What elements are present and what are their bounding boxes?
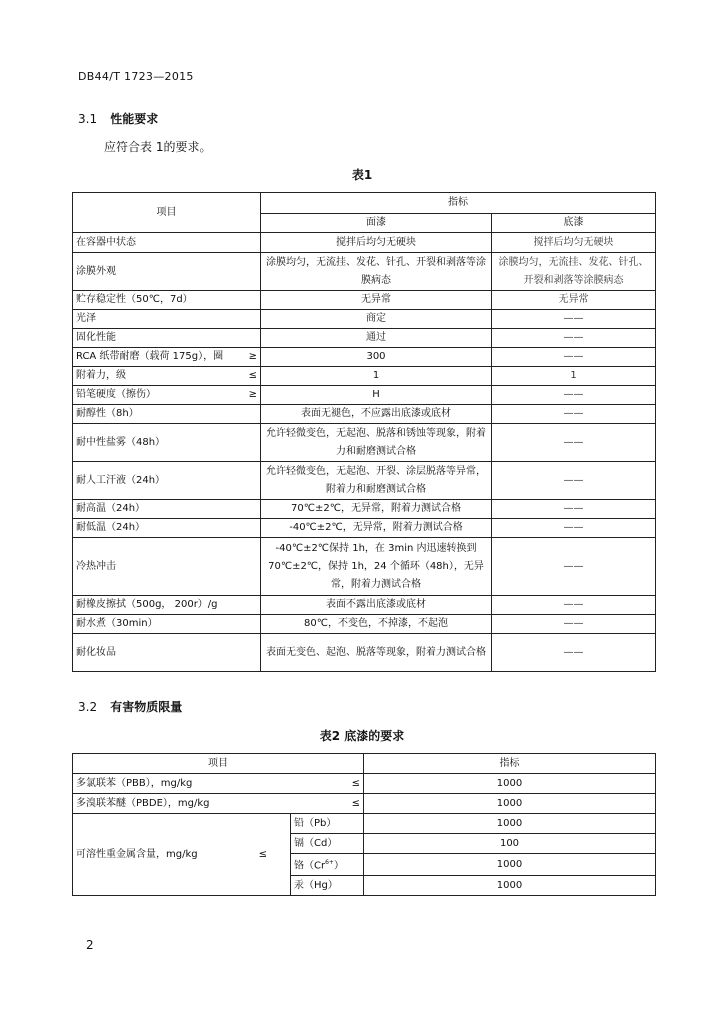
item-label: 耐化妆品 (76, 646, 116, 658)
metal-name-cell (291, 854, 364, 876)
table2-value-cell: 1000 (364, 814, 656, 834)
condition-symbol: ≤ (351, 797, 360, 809)
table1-topcoat-cell: -40℃±2℃，无异常，附着力测试合格 (261, 519, 492, 538)
table1-item-cell (73, 386, 261, 405)
table2-value-cell: 1000 (364, 774, 656, 794)
item-label: 可溶性重金属含量，mg/kg (76, 848, 198, 860)
doc-code-header: DB44/T 1723—2015 (78, 70, 194, 83)
table1-row (73, 596, 656, 615)
table1-topcoat-cell: 表面无变色、起泡、脱落等现象，附着力测试合格 (261, 634, 492, 672)
table1-row (73, 615, 656, 634)
table1-topcoat-cell: 允许轻微变色，无起泡、脱落和锈蚀等现象，附着力和耐磨测试合格 (261, 424, 492, 462)
table2-item-header: 项目 (73, 754, 364, 774)
item-label: 耐高温（24h） (76, 503, 146, 514)
table2-value-cell: 1000 (364, 794, 656, 814)
item-label: 在容器中状态 (76, 236, 136, 248)
table2 (72, 753, 656, 896)
table1-item-cell (73, 634, 261, 672)
table1-item-cell (73, 424, 261, 462)
table1-row (73, 253, 656, 291)
table1-item-cell (73, 233, 261, 253)
table1-topcoat-cell: 表面无褪色，不应露出底漆或底材 (261, 405, 492, 424)
heavy-metal-item-cell (73, 814, 291, 896)
metal-name-cell (291, 814, 364, 834)
table1-topcoat-cell: 涂膜均匀，无流挂、发花、针孔、开裂和剥落等涂膜病态 (261, 253, 492, 291)
table2-body (73, 774, 656, 896)
table1-item-cell (73, 367, 261, 386)
table1-topcoat-cell: 300 (261, 348, 492, 367)
table1-item-cell (73, 405, 261, 424)
item-label: 耐中性盐雾（48h） (76, 436, 166, 448)
table1-primer-cell: —— (492, 386, 656, 405)
condition-symbol: ≥ (248, 389, 257, 400)
table1-primer-cell: —— (492, 329, 656, 348)
item-label: 固化性能 (76, 332, 116, 343)
table1-row (73, 500, 656, 519)
table2-indicator-header: 指标 (364, 754, 656, 774)
table1-body (73, 233, 656, 672)
section-title: 有害物质限量 (110, 700, 183, 714)
metal-name: 铬（Cr (294, 860, 326, 872)
table2-row (73, 774, 656, 794)
metal-name-cell (291, 834, 364, 854)
table1-topcoat-cell: 1 (261, 367, 492, 386)
table1-row (73, 405, 656, 424)
table1-row (73, 462, 656, 500)
table2-value-cell: 1000 (364, 876, 656, 896)
table1-row (73, 519, 656, 538)
table1-item-cell (73, 348, 261, 367)
table1-item-cell (73, 253, 261, 291)
table1 (72, 192, 656, 672)
table2-value-cell: 100 (364, 834, 656, 854)
table1-primer-cell: —— (492, 615, 656, 634)
table1-primer-cell: —— (492, 462, 656, 500)
section-number: 3.1 (78, 112, 98, 126)
item-label: 耐橡皮擦拭（500g， 200r）/g (76, 599, 218, 610)
table2-heavy-metal-row (73, 814, 656, 834)
table1-row (73, 310, 656, 329)
table1-item-cell (73, 519, 261, 538)
table1-primer-cell: —— (492, 596, 656, 615)
table2-item-cell (73, 794, 364, 814)
table1-item-cell (73, 615, 261, 634)
table1-primer-cell: —— (492, 519, 656, 538)
item-label: 耐人工汗液（24h） (76, 474, 166, 486)
table1-row (73, 233, 656, 253)
section-title: 性能要求 (110, 112, 159, 126)
table1-row (73, 424, 656, 462)
item-label: 多溴联苯醚（PBDE），mg/kg (76, 797, 210, 809)
condition-symbol: ≥ (248, 351, 257, 362)
table1-primer-cell: 1 (492, 367, 656, 386)
condition-symbol: ≤ (248, 370, 257, 381)
table1-topcoat-cell: 商定 (261, 310, 492, 329)
table1-primer-cell: —— (492, 538, 656, 596)
table2-value-cell: 1000 (364, 854, 656, 876)
table1-item-cell (73, 329, 261, 348)
table1-row (73, 291, 656, 310)
item-label: 铅笔硬度（擦伤） (76, 389, 156, 400)
table1-item-cell (73, 500, 261, 519)
metal-name-cell (291, 876, 364, 896)
item-label: 涂膜外观 (76, 265, 116, 277)
item-label: 耐水煮（30min） (76, 618, 158, 629)
table1-primer-cell: —— (492, 500, 656, 519)
table1-item-header: 项目 (73, 193, 261, 233)
section-3-1-heading (78, 110, 158, 127)
metal-name: 铅（Pb） (294, 817, 337, 829)
condition-symbol: ≤ (351, 777, 360, 789)
table1-topcoat-cell: 允许轻微变色，无起泡、开裂、涂层脱落等异常，附着力和耐磨测试合格 (261, 462, 492, 500)
table1-primer-cell: —— (492, 310, 656, 329)
table1-row (73, 367, 656, 386)
table1-primer-cell: 搅拌后均匀无硬块 (492, 233, 656, 253)
table1-indicator-header: 指标 (261, 193, 656, 214)
metal-name: 汞（Hg） (294, 879, 338, 891)
table1-row (73, 329, 656, 348)
section-number: 3.2 (78, 700, 98, 714)
page-number: 2 (86, 938, 94, 952)
table1-primer-cell: —— (492, 424, 656, 462)
table2-item-cell (73, 774, 364, 794)
item-label: 贮存稳定性（50℃，7d） (76, 294, 193, 305)
table1-primer-cell: 涂膜均匀，无流挂、发花、针孔、开裂和剥落等涂膜病态 (492, 253, 656, 291)
table1-row (73, 386, 656, 405)
item-label: 多氯联苯（PBB），mg/kg (76, 777, 193, 789)
table1-item-cell (73, 310, 261, 329)
metal-name: 镉（Cd） (294, 837, 338, 849)
table1-primer-cell: —— (492, 348, 656, 367)
section-3-2-heading (78, 698, 182, 715)
table1-topcoat-cell: -40℃±2℃保持 1h，在 3min 内迅速转换到 70℃±2℃，保持 1h，24 个循环（48h），无异常，附着力测试合格 (261, 538, 492, 596)
table1-primer-header: 底漆 (492, 214, 656, 233)
table1-topcoat-cell: 通过 (261, 329, 492, 348)
table1-primer-cell: —— (492, 405, 656, 424)
metal-charge: 6+ (325, 859, 334, 866)
table1-row (73, 348, 656, 367)
table1-caption: 表1 (351, 168, 373, 182)
table1-topcoat-cell: H (261, 386, 492, 405)
table1-topcoat-cell: 80℃，不变色，不掉漆，不起泡 (261, 615, 492, 634)
metal-name-suffix: ） (333, 860, 344, 872)
table1-item-cell (73, 291, 261, 310)
table1-topcoat-cell: 搅拌后均匀无硬块 (261, 233, 492, 253)
item-label: 冷热冲击 (76, 560, 116, 572)
item-label: RCA 纸带耐磨（载荷 175g），圈 (76, 351, 224, 362)
table1-topcoat-cell: 无异常 (261, 291, 492, 310)
table2-row (73, 794, 656, 814)
section-3-1-text: 应符合表 1的要求。 (104, 140, 212, 154)
item-label: 附着力，级 (76, 370, 126, 381)
table1-item-cell (73, 462, 261, 500)
table2-caption: 表2 底漆的要求 (319, 729, 405, 743)
table1-topcoat-header: 面漆 (261, 214, 492, 233)
condition-symbol: ≤ (258, 848, 267, 860)
table1-item-cell (73, 538, 261, 596)
table1-row (73, 634, 656, 672)
table1-topcoat-cell: 表面不露出底漆或底材 (261, 596, 492, 615)
table1-topcoat-cell: 70℃±2℃，无异常，附着力测试合格 (261, 500, 492, 519)
item-label: 光泽 (76, 313, 96, 324)
table1-item-cell (73, 596, 261, 615)
table1-row (73, 538, 656, 596)
item-label: 耐醇性（8h） (76, 408, 139, 419)
item-label: 耐低温（24h） (76, 522, 146, 533)
table1-primer-cell: —— (492, 634, 656, 672)
table1-primer-cell: 无异常 (492, 291, 656, 310)
